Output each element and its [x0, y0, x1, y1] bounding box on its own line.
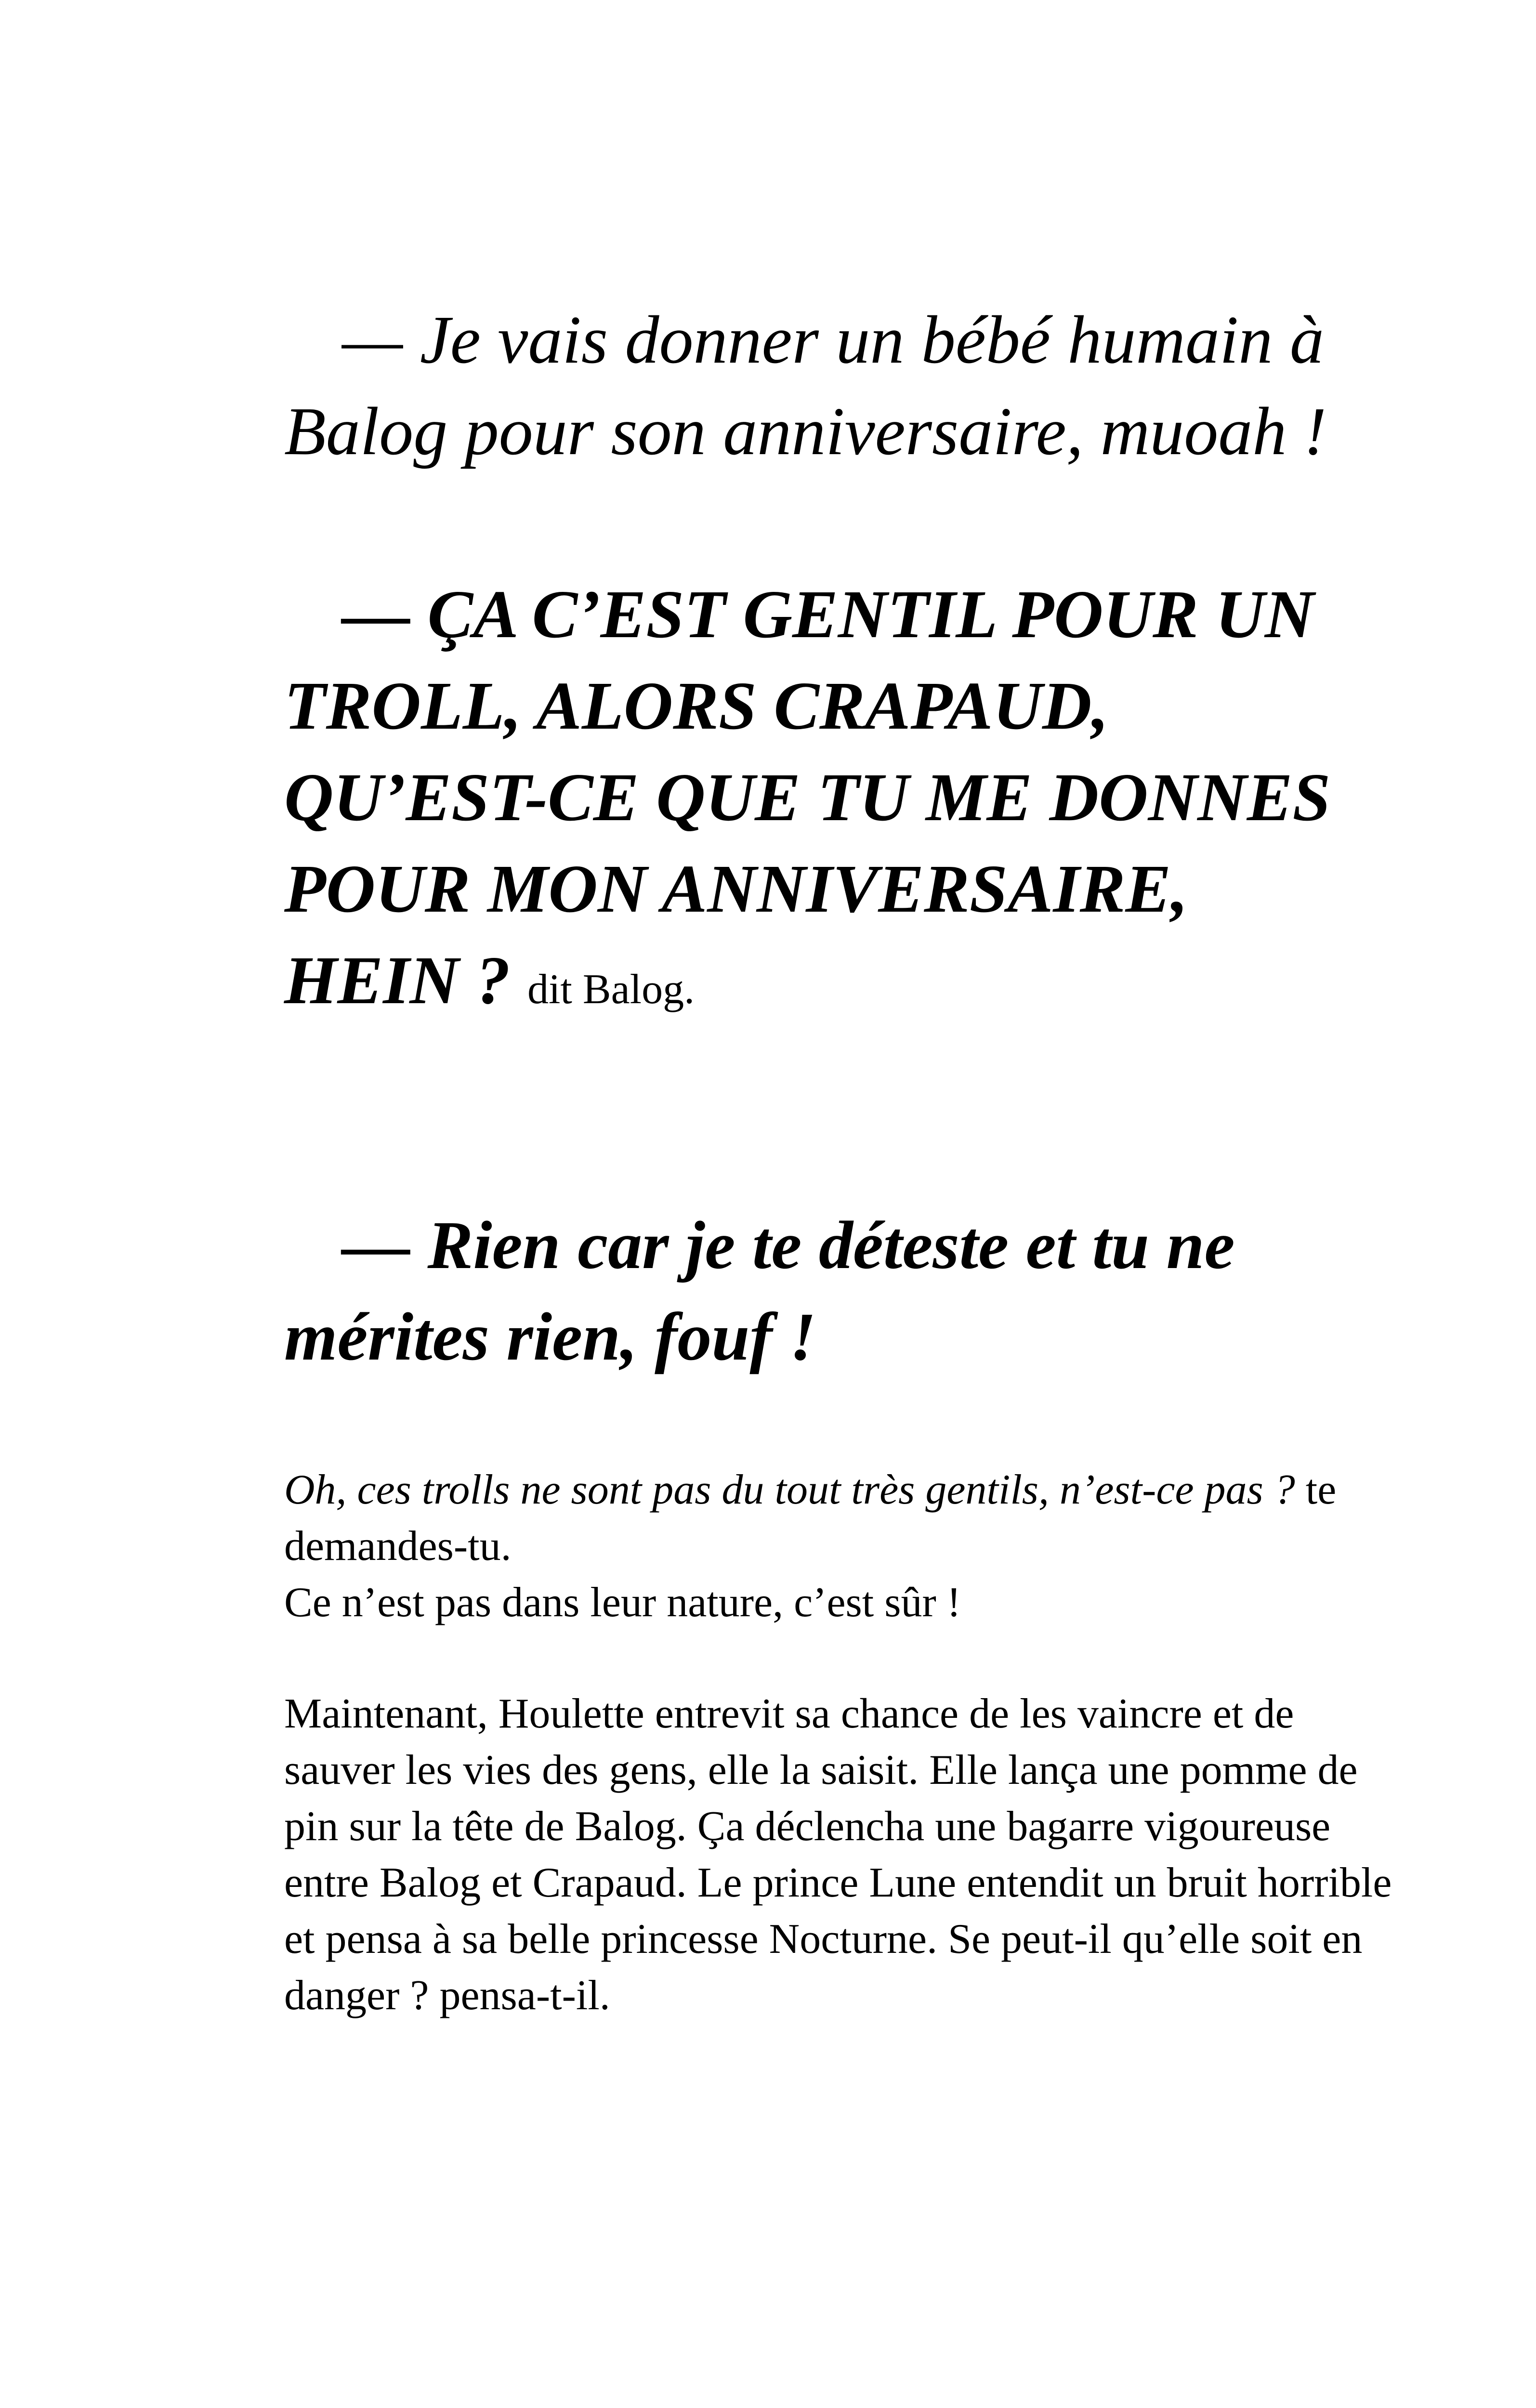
- aside-question: Oh, ces trolls ne sont pas du tout très gentils, n’est-ce pas ?: [284, 1466, 1295, 1513]
- aside-block: [284, 1462, 1392, 1631]
- aside-question-line: [284, 1462, 1392, 1574]
- dialogue-text-2: ÇA C’EST GENTIL POUR UN TROLL, ALORS CRAPAUD, QU’EST-CE QUE TU ME DONNES POUR MON ANNIVERSAIRE, HEIN ?: [284, 576, 1331, 1018]
- dialogue-dash: —: [342, 576, 410, 652]
- dialogue-dash: —: [342, 1207, 410, 1283]
- dialogue-text-3: Rien car je te déteste et tu ne mérites rien, fouf !: [284, 1207, 1235, 1374]
- dialogue-text-1: Je vais donner un bébé humain à Balog pour son anniversaire, muoah !: [284, 301, 1327, 469]
- dialogue-dash: —: [342, 301, 403, 378]
- aside-tag: te demandes-tu.: [284, 1466, 1337, 1570]
- narrative-paragraph: Maintenant, Houlette entrevit sa chance de les vaincre et de sauver les vies des gens, elle la saisit. Elle lança une pomme de pin sur la tête de Balog. Ça déclencha une bagarre vigoureuse entre Balog et Crapaud. Le prince Lune entendit un bruit horrible et pensa à sa belle princesse Nocturne. Se peut-il qu’elle soit en danger ? pensa-t-il.: [284, 1690, 1392, 2019]
- aside-answer: Ce n’est pas dans leur nature, c’est sûr !: [284, 1579, 961, 1626]
- dialogue-line-3: [284, 1199, 1363, 1382]
- dialogue-line-2: [284, 568, 1363, 1035]
- speaker-tag: dit Balog.: [527, 966, 695, 1013]
- dialogue-line-1: [284, 294, 1363, 477]
- narrative-block: [284, 1686, 1392, 2024]
